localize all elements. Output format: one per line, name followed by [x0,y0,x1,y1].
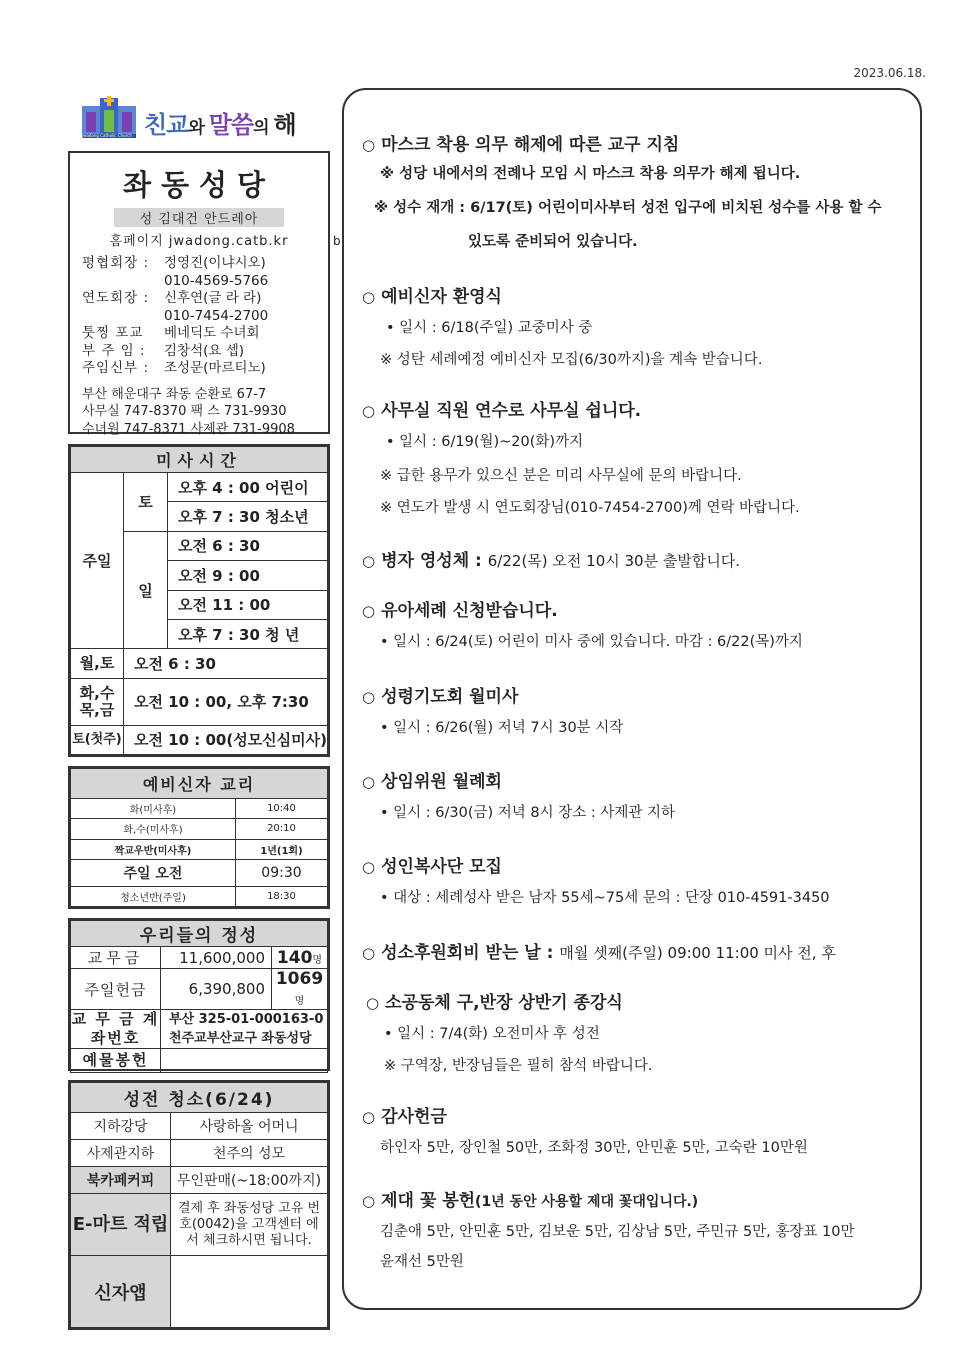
announcement-detail: 6/22(목) 오전 10시 30분 출발합니다. [487,552,741,570]
announcement-item [362,396,912,516]
sunday-label: 주일 [71,473,124,649]
announcement-line: • 일시 : 6/30(금) 저녁 8시 장소 : 사제관 지하 [380,805,675,821]
weekday-label: 월,토 [71,649,124,678]
stray-mark: b [333,234,341,248]
announcement-line: 있도록 준비되어 있습니다. [468,234,638,250]
announcement-line: ※ 성수 재개 : 6/17(토) 어린이미사부터 성전 입구에 비치된 성수를 사용 할 수 [374,200,882,216]
staff-row: 평협회장 : 정영진(이냐시오) [82,255,266,271]
announcement-title: 사무실 직원 연수로 사무실 쉽니다. [381,401,642,421]
circle-bullet-icon: ○ [362,858,376,876]
cleaning-value: 천주의 성모 [171,1140,328,1167]
weekday-time: 오전 10 : 00, 오후 7:30 [123,678,327,725]
church-name: 좌동성당 [122,168,276,202]
catechumen-header: 예비신자 교리 [71,769,328,799]
offering-amount: 11,600,000 [161,947,272,969]
church-homepage[interactable]: 홈페이지 jwadong.catb.kr [109,234,289,249]
cleaning-header: 성전 청소(6/24) [71,1083,328,1113]
mass-time: 오후 4 : 00 어린이 [167,473,327,502]
circle-bullet-icon: ○ [362,688,376,706]
announcement-item [362,1102,912,1156]
circle-bullet-icon: ○ [362,944,376,962]
offering-key: 교무금 [71,947,161,969]
catechumen-time: 10:40 [235,799,327,819]
cleaning-key: 북카페커피 [71,1167,171,1194]
announcement-item [362,546,912,571]
announcement-title: 성소후원회비 받는 날 : [381,943,554,963]
announcement-title: 유아세례 신청받습니다. [381,601,558,621]
office-phone: 사무실 747-8370 팩 스 731-9930 [82,404,287,419]
mass-times-box [68,444,330,757]
staff-row: 연도회장 : 신후연(글 라 라) [82,290,262,306]
circle-bullet-icon: ○ [362,552,376,570]
announcement-item [366,988,912,1074]
announcement-line: 하인자 5만, 장인철 50만, 조화정 30만, 안민훈 5만, 고숙란 10만원 [380,1140,808,1156]
announcement-item [362,682,912,736]
contact-block [70,386,328,439]
account-info: 부산 325-01-000163-0 천주교부산교구 좌동성당 [161,1010,328,1049]
announcement-line: 김춘애 5만, 안민훈 5만, 김보운 5만, 김상남 5만, 주민규 5만, 홍장표 10만 [380,1224,855,1240]
announcement-title-suffix: (1년 동안 사용할 제대 꽃대입니다.) [475,1194,699,1210]
catechumen-time: 09:30 [235,859,327,886]
saturday-sub-label: 토 [123,473,167,532]
catechumen-day: 주일 오전 [71,859,236,886]
announcement-item [362,938,912,963]
staff-row: 010-7454-2700 [164,307,269,324]
announcement-detail: 매월 셋째(주일) 09:00 11:00 미사 전, 후 [559,944,836,962]
circle-bullet-icon: ○ [362,402,376,420]
offering-header: 우리들의 정성 [71,921,328,947]
cleaning-box [68,1080,330,1330]
emart-value: 결제 후 좌동성당 고유 번호(0042)을 고객센터 에서 체크하시면 됩니다. [171,1194,328,1256]
weekday-label: 화,수 목,금 [71,678,124,725]
announcement-line: • 일시 : 6/24(토) 어린이 미사 중에 있습니다. 마감 : 6/22(목)까지 [380,634,803,650]
cleaning-key: 지하강당 [71,1113,171,1140]
announcement-item [362,1186,912,1270]
announcement-item [362,596,912,650]
staff-row: 010-4569-5766 [164,272,269,289]
convent-phone: 수녀원 747-8371 사제관 731-9908 [82,421,295,437]
announcement-line: ※ 급한 용무가 있으신 분은 미리 사무실에 문의 바랍니다. [380,468,742,484]
announcement-item [362,852,912,906]
app-key: 신자앱 [71,1256,171,1328]
catechumen-day: 화,수(미사후) [71,819,236,839]
staff-row: 부 주 임 : 김창석(요 셉) [82,342,245,359]
circle-bullet-icon: ○ [362,1192,376,1210]
announcement-title: 예비신자 환영식 [381,287,502,307]
offering-box [68,918,330,1071]
announcement-line: ※ 연도가 발생 시 연도회장님(010-7454-2700)께 연락 바랍니다. [380,500,800,516]
mass-header: 미사시간 [71,447,328,473]
cleaning-key: 사제관지하 [71,1140,171,1167]
announcement-item [362,282,912,368]
announcement-title: 상임위원 월례회 [381,772,502,792]
announcements-panel [342,88,922,1310]
staff-row: 툿찡 포교 베네딕도 수녀회 [82,325,260,341]
announcement-item [362,767,912,821]
circle-bullet-icon: ○ [362,136,376,154]
announcement-line: ※ 성탄 세례예정 예비신자 모집(6/30까지)을 계속 받습니다. [380,352,763,368]
cleaning-value: 무인판매(~18:00까지) [171,1167,328,1194]
app-value [171,1256,328,1328]
staff-row: 주임신부 : 조성문(마르티노) [82,360,266,376]
offering-key: 주일헌금 [71,969,161,1010]
weekday-time: 오전 6 : 30 [123,649,327,678]
weekday-label: 토(첫주) [71,725,124,755]
catechumen-time: 20:10 [235,819,327,839]
announcement-title: 소공동체 구,반장 상반기 종강식 [385,993,623,1013]
bulletin-date: 2023.06.18. [853,66,926,80]
announcement-line: ※ 성당 내에서의 전례나 모임 시 마스크 착용 의무가 해제 됩니다. [380,166,801,182]
circle-bullet-icon: ○ [362,1108,376,1126]
church-info-box [68,151,330,437]
catechumen-day: 화(미사후) [71,799,236,819]
announcement-line: • 대상 : 세례성사 받은 남자 55세~75세 문의 : 단장 010-4591-3450 [380,890,830,906]
church-address: 부산 해운대구 좌동 순환로 67-7 [82,386,267,402]
announcement-line: • 일시 : 6/18(주일) 교중미사 중 [386,320,593,336]
announcement-title: 감사헌금 [381,1107,447,1127]
emart-key: E-마트 적립 [71,1194,171,1256]
weekday-time: 오전 10 : 00(성모신심미사) [123,725,327,755]
mass-time: 오후 7 : 30 청 년 [167,619,327,648]
mass-time: 오전 9 : 00 [167,561,327,590]
church-patron: 성 김대건 안드레아 [114,208,284,227]
flower-offering-value [161,1049,328,1073]
catechumen-time: 18:30 [235,886,327,906]
announcement-line: • 일시 : 6/26(월) 저녁 7시 30분 시작 [380,720,624,736]
announcement-title: 성인복사단 모집 [381,857,502,877]
announcement-line: ※ 구역장, 반장님들은 필히 참석 바랍니다. [384,1058,653,1074]
announcement-line: • 일시 : 6/19(월)~20(화)까지 [386,434,584,450]
mass-time: 오전 11 : 00 [167,590,327,619]
announcement-title: 병자 영성체 : [381,551,482,571]
catechumen-box [68,766,330,909]
account-key: 교 무 금 계좌번호 [71,1010,160,1047]
offering-count: 140명 [272,947,328,969]
circle-bullet-icon: ○ [362,288,376,306]
circle-bullet-icon: ○ [362,602,376,620]
sunday-sub-label: 일 [123,531,167,649]
flower-offering-key: 예물봉헌 [71,1049,161,1073]
logo-caption: Jwadong Catholic Church [82,133,132,138]
circle-bullet-icon: ○ [362,773,376,791]
logo-title: 친교와 말씀의 해 [144,111,296,139]
church-logo [80,96,330,140]
announcement-title: 제대 꽃 봉헌 [381,1191,476,1211]
catechumen-day: 청소년반(주일) [71,886,236,906]
offering-amount: 6,390,800 [161,969,272,1010]
catechumen-day: 짝교우반(미사후) [71,839,236,859]
announcement-line: • 일시 : 7/4(화) 오전미사 후 성전 [384,1026,600,1042]
mass-time: 오후 7 : 30 청소년 [167,502,327,531]
announcement-line: 윤재선 5만원 [380,1254,464,1270]
circle-bullet-icon: ○ [366,994,380,1012]
staff-list [70,255,328,378]
catechumen-time: 1년(1회) [235,839,327,859]
announcement-title: 성령기도회 월미사 [381,687,519,707]
offering-count: 1069명 [272,969,328,1010]
announcement-item [362,130,912,250]
cleaning-value: 사랑하올 어머니 [171,1113,328,1140]
mass-time: 오전 6 : 30 [167,531,327,560]
announcement-title: 마스크 착용 의무 해제에 따른 교구 지침 [381,135,680,155]
